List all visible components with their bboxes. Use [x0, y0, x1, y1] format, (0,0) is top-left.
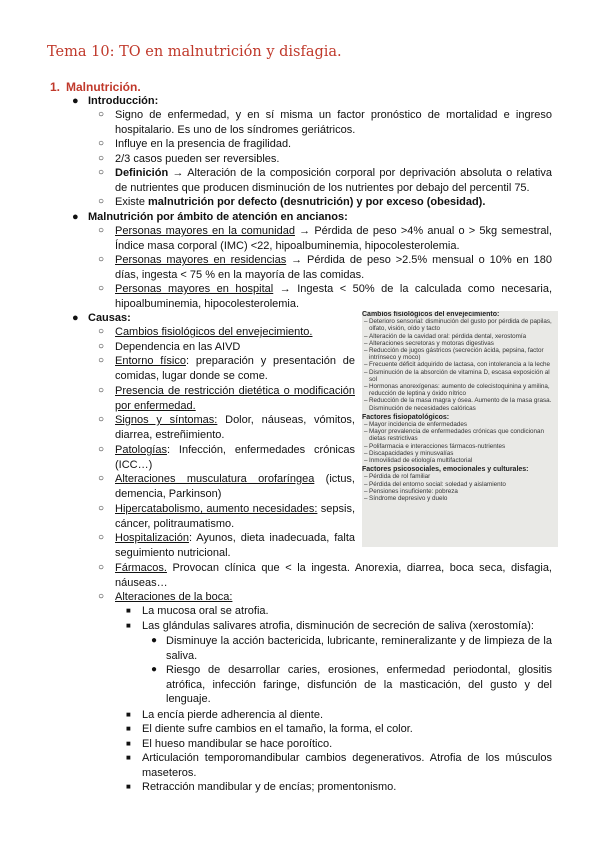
box-list-item: –Frecuente déficit adquirido de lactasa, con intolerancia a la leche [364, 361, 550, 369]
causa-item: ○ Alteraciones de la boca: [98, 591, 233, 603]
causa-item: ○ Hospitalización: Ayunos, dieta inadecuada, falta seguimiento nutricional. [98, 532, 355, 559]
causa-item: ○ Cambios fisiológicos del envejecimiento. [98, 326, 313, 338]
document-title: Tema 10: TO en malnutrición y disfagia. [47, 44, 342, 60]
causa-item: ○ Presencia de restricción dietética o modificación por enfermedad. [98, 385, 355, 412]
box-list-item: –Alteración de la cavidad oral: pérdida dental, xerostomía [364, 332, 527, 340]
box-list-item: –Polifarmacia e interacciones fármacos-nutrientes [364, 442, 506, 450]
box-list-item: –Pensiones insuficiente: pobreza [364, 487, 458, 495]
box-list-item: –Mayor prevalencia de enfermedades crónicas que condicionan dietas restrictivas [364, 428, 545, 443]
box-list-item: –Pérdida del entorno social: soledad y aislamiento [364, 480, 506, 488]
intro-item: ○ Signo de enfermedad, y en sí misma un factor pronóstico de mortalidad e ingreso hospitalario. Es uno de los síndromes geriátricos. [98, 109, 552, 136]
box-list-item: –Mayor incidencia de enfermedades [364, 421, 468, 429]
boca-item: ■ La mucosa oral se atrofia. [126, 605, 269, 617]
intro-item: ○ 2/3 casos pueden ser reversibles. [98, 153, 280, 165]
ambito-heading: ● Malnutrición por ámbito de atención en ancianos: [72, 211, 348, 223]
box-section-title: Cambios fisiológicos del envejecimiento: [362, 311, 500, 318]
box-list-item: –Deterioro sensorial: disminución del gusto por pérdida de papilas, olfato, visión, oído y tacto [364, 318, 552, 333]
boca-item: ■ Articulación temporomandibular cambios degenerativos. Atrofia de los músculos maseteros. [126, 752, 552, 779]
boca-subitem: ● Disminuye la acción bactericida, lubricante, remineralizante y de limpieza de la saliva. [151, 635, 552, 662]
boca-item: ■ Retracción mandibular y de encías; promentonismo. [126, 781, 397, 793]
causa-item: ○ Entorno físico: preparación y presentación de comidas, lugar donde se come. [98, 355, 355, 382]
boca-item: ■ El hueso mandibular se hace poroítico. [126, 738, 333, 750]
causa-item: ○ Fármacos. Provocan clínica que < la ingesta. Anorexia, diarrea, boca seca, disfagia, náuseas… [98, 562, 552, 589]
boca-item: ■ El diente sufre cambios en el tamaño, la forma, el color. [126, 723, 413, 735]
intro-exists: ○ Existe malnutrición por defecto (desnutrición) y por exceso (obesidad). [98, 196, 486, 208]
box-list-item: –Hormonas anorexígenas: aumento de colecistoquinina y amilina, reducción de leptina y óxido nítrico [364, 383, 550, 398]
box-list-item: –Alteraciones secretoras y motoras digestivas [364, 339, 494, 347]
causa-item: ○ Dependencia en las AIVD [98, 341, 241, 353]
section-number: 1. [50, 80, 61, 94]
box-section-title: Factores psicosociales, emocionales y culturales: [362, 466, 529, 474]
intro-definition: ○ Definición → Alteración de la composición corporal por deprivación absoluta o relativa de nutrientes que producen disminución de los nutrientes por debajo del percentil 75. [98, 167, 552, 194]
causes-table-image [362, 311, 558, 547]
causa-item: ○ Signos y síntomas: Dolor, náuseas, vómitos, diarrea, estreñimiento. [98, 414, 355, 441]
boca-subitem: ● Riesgo de desarrollar caries, erosiones, enfermedad periodontal, glositis atrófica, infección faringe, disfunción de la masticación, del gusto y del lenguaje. [151, 664, 552, 705]
box-list-item: –Disminución de la absorción de vitamina D, escasa exposición al sol [364, 368, 550, 383]
box-list-item: –Reducción de la masa magra y ósea. Aumento de la masa grasa. Disminución de necesidades calóricas [364, 397, 552, 412]
causa-item: ○ Hipercatabolismo, aumento necesidades: sepsis, cáncer, politraumatismo. [98, 503, 356, 530]
ambito-comunidad: ○ Personas mayores en la comunidad → Pérdida de peso >4% anual o > 5kg semestral, Índice masa corporal (IMC) <22, hipoalbuminemia, hipocolesterolemia. [98, 225, 552, 252]
intro-item: ○ Influye en la presencia de fragilidad. [98, 138, 292, 150]
causas-heading: ● Causas: [72, 312, 131, 324]
boca-item: ■ La encía pierde adherencia al diente. [126, 709, 324, 721]
ambito-residencias: ○ Personas mayores en residencias → Pérdida de peso >2.5% mensual o 10% en 180 días, ingesta < 75 % en la mayoría de las comidas. [98, 254, 552, 281]
causa-item: ○ Alteraciones musculatura orofaríngea (ictus, demencia, Parkinson) [98, 473, 355, 500]
intro-heading: ● Introducción: [72, 95, 159, 107]
box-list-item: –Reducción de jugos gástricos (secreción ácida, pepsina, factor intrínseco y moco) [364, 347, 544, 362]
box-list-item: –Inmovilidad de etiología multifactorial [364, 457, 473, 465]
box-list-item: –Síndrome depresivo y duelo [364, 495, 448, 503]
box-list-item: –Pérdida de rol familiar [364, 473, 431, 481]
boca-item: ■ Las glándulas salivares atrofia, disminución de secreción de saliva (xerostomía): [126, 620, 534, 632]
box-section-title: Factores fisiopatológicos: [362, 413, 450, 421]
causa-item: ○ Patologías: Infección, enfermedades crónicas (ICC…) [98, 444, 355, 471]
section-label: Malnutrición. [66, 80, 141, 94]
box-list-item: –Discapacidades y minusvalías [364, 449, 454, 457]
ambito-hospital: ○ Personas mayores en hospital → Ingesta < 50% de la calculada como necesaria, hipoalbuminemia, hipocolesterolemia. [98, 283, 553, 310]
section-heading [50, 80, 141, 94]
